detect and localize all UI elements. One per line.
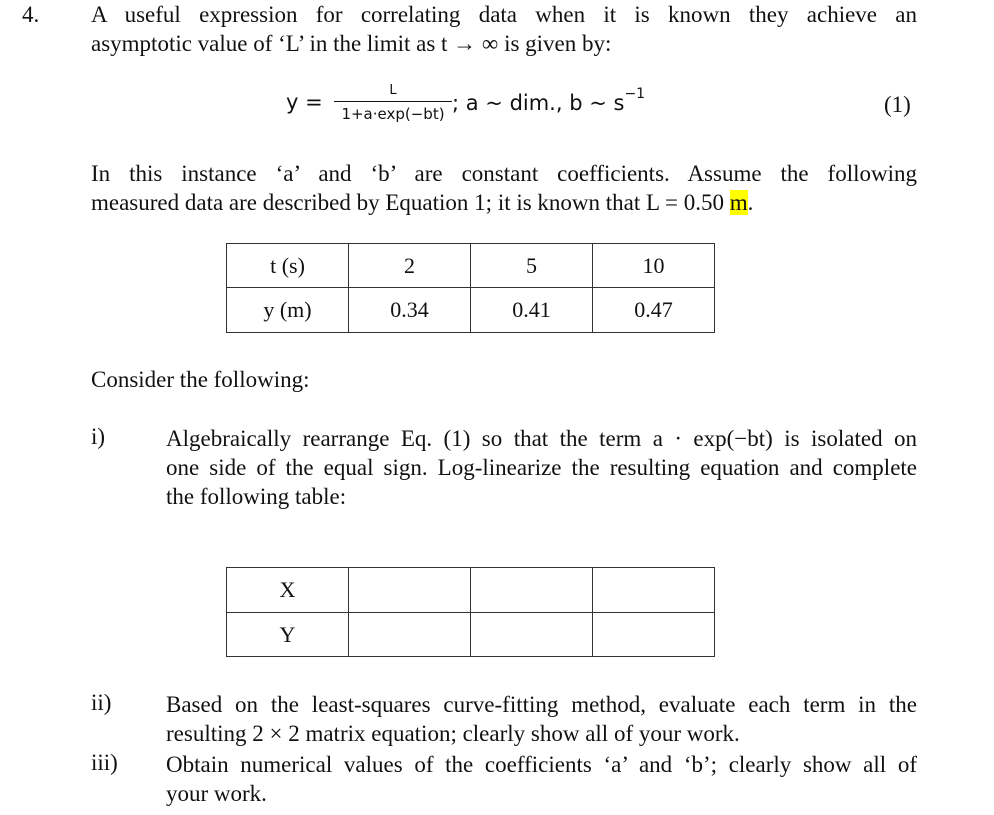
equation-denominator: 1+a·exp(−bt) xyxy=(341,105,445,123)
item-label-iii: iii) xyxy=(91,750,118,775)
row-label: y (m) xyxy=(227,288,349,333)
table-cell: 2 xyxy=(349,244,471,288)
item-label-i: i) xyxy=(91,424,106,449)
blank-cell[interactable] xyxy=(471,568,593,613)
intro-line-2: asymptotic value of ‘L’ in the limit as t → ∞ is given by: xyxy=(91,31,612,56)
context-line-2 xyxy=(91,188,917,217)
table-cell: 10 xyxy=(593,244,715,288)
equation-fraction xyxy=(334,82,452,123)
blank-cell[interactable] xyxy=(349,568,471,613)
equation-rhs xyxy=(452,86,646,115)
item-ii-text xyxy=(166,690,917,748)
blank-cell[interactable] xyxy=(593,568,715,613)
blank-cell[interactable] xyxy=(471,613,593,657)
context-line-2-end: . xyxy=(747,190,754,215)
item-i-line-2: one side of the equal sign. Log-linearize the resulting equation and complete xyxy=(166,455,917,480)
xy-table xyxy=(226,567,715,657)
equation-number: (1) xyxy=(884,92,911,117)
table-row xyxy=(227,568,715,613)
intro-line-1: A useful expression for correlating data when it is known they achieve an xyxy=(91,2,917,27)
table-row xyxy=(227,288,715,333)
fraction-bar xyxy=(334,101,452,102)
blank-cell[interactable] xyxy=(349,613,471,657)
table-cell: 0.41 xyxy=(471,288,593,333)
table-cell: 0.47 xyxy=(593,288,715,333)
equation-lhs: y = xyxy=(286,90,323,114)
table-cell: 0.34 xyxy=(349,288,471,333)
context-line-1: In this instance ‘a’ and ‘b’ are constant coefficients. Assume the following xyxy=(91,161,917,186)
row-label: Y xyxy=(227,613,349,657)
intro-paragraph xyxy=(91,0,917,58)
item-i-text xyxy=(166,424,917,511)
table-row xyxy=(227,613,715,657)
item-ii-line-2: resulting 2 × 2 matrix equation; clearly show all of your work. xyxy=(166,721,740,746)
consider-heading: Consider the following: xyxy=(91,367,310,392)
item-ii-line-1: Based on the least-squares curve-fitting method, evaluate each term in the xyxy=(166,692,917,717)
row-label: X xyxy=(227,568,349,613)
data-table xyxy=(226,243,715,333)
blank-cell[interactable] xyxy=(593,613,715,657)
equation-numerator: L xyxy=(389,83,397,98)
question-number: 4. xyxy=(22,2,40,27)
row-label: t (s) xyxy=(227,244,349,288)
context-line-2-text: measured data are described by Equation 1; it is known that L = 0.50 xyxy=(91,190,730,215)
equation-exponent: −1 xyxy=(624,86,646,102)
context-paragraph xyxy=(91,159,917,217)
item-label-ii: ii) xyxy=(91,690,112,715)
item-iii-line-1: Obtain numerical values of the coefficients ‘a’ and ‘b’; clearly show all of xyxy=(166,752,917,777)
item-i-line-1: Algebraically rearrange Eq. (1) so that the term a · exp(−bt) is isolated on xyxy=(166,426,917,451)
table-row xyxy=(227,244,715,288)
item-i-line-3: the following table: xyxy=(166,484,347,509)
item-iii-text xyxy=(166,750,917,808)
table-cell: 5 xyxy=(471,244,593,288)
item-iii-line-2: your work. xyxy=(166,781,267,806)
highlighted-unit: m xyxy=(729,190,748,215)
equation-rhs-text: ; a ~ dim., b ~ s xyxy=(452,91,625,115)
